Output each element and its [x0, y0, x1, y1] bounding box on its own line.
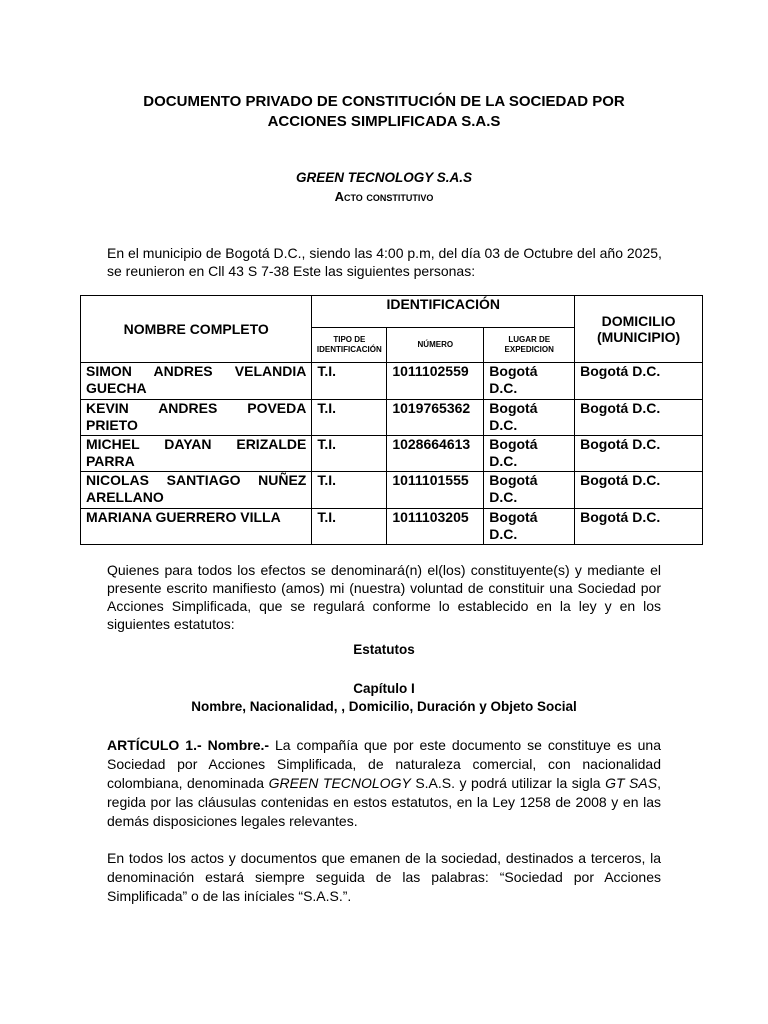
header-identification: IDENTIFICACIÓN	[312, 296, 575, 328]
member-place: Bogotá D.C.	[484, 509, 575, 545]
article-1-label: ARTÍCULO 1.- Nombre.-	[107, 737, 270, 753]
member-place: Bogotá D.C.	[484, 400, 575, 436]
article-1-text-c: , regida por las cláusulas contenidas en estos estatutos, en la Ley 1258 de 2008 y en las demás disposiciones legales relevantes.	[107, 775, 661, 829]
article-1-text-a: La compañía que por este documento se constituye es una Sociedad por Acciones Simplificada, de naturaleza comercial, con nacionalidad colombiana, denominada	[107, 737, 662, 791]
member-place: Bogotá D.C.	[484, 472, 575, 509]
article-1-acronym: GT SAS	[605, 775, 658, 791]
members-table	[80, 295, 703, 545]
table-row	[81, 400, 703, 436]
member-id-type: T.I.	[312, 472, 387, 509]
header-domicile-line-1: DOMICILIO	[601, 313, 676, 329]
member-number: 1011102559	[387, 363, 484, 400]
member-id-type: T.I.	[312, 436, 387, 472]
table-row	[81, 509, 703, 545]
intro-line-1: En el municipio de Bogotá D.C., siendo las 4:00 p.m, del día 03 de Octubre del año 2025,	[107, 245, 662, 261]
denomination-paragraph: En todos los actos y documentos que emanen de la sociedad, destinados a terceros, la denominación estará siempre seguida de las palabras: “Sociedad por Acciones Simplificada” o de las iníciales “S.A.S.”.	[107, 850, 661, 904]
document-title	[90, 92, 678, 132]
article-1-paragraph	[107, 736, 661, 831]
intro-paragraph	[107, 244, 663, 280]
table-row	[81, 363, 703, 400]
header-name: NOMBRE COMPLETO	[81, 296, 312, 363]
act-label: Acto constitutivo	[334, 189, 434, 204]
member-domicile: Bogotá D.C.	[575, 509, 703, 545]
member-name: MICHEL DAYAN ERIZALDE PARRA	[81, 436, 312, 472]
member-domicile: Bogotá D.C.	[575, 436, 703, 472]
constituents-paragraph: Quienes para todos los efectos se denominará(n) el(los) constituyente(s) y mediante el presente escrito manifiesto (amos) mi (nuestra) voluntad de constituir una Sociedad por Acciones Simplificada, que se regulará conforme lo establecido en la ley y en los siguientes estatutos:	[107, 562, 661, 632]
member-place: Bogotá D.C.	[484, 436, 575, 472]
header-domicile-line-2: (MUNICIPIO)	[596, 329, 681, 345]
table-row	[81, 472, 703, 509]
header-number: NÚMERO	[387, 328, 484, 363]
member-place: Bogotá D.C.	[484, 363, 575, 400]
company-name: GREEN TECNOLOGY S.A.S	[295, 170, 473, 185]
chapter-title: Nombre, Nacionalidad, , Domicilio, Duración y Objeto Social	[191, 699, 577, 714]
member-domicile: Bogotá D.C.	[575, 472, 703, 509]
table-header-row	[81, 296, 703, 328]
header-id-type: TIPO DE IDENTIFICACIÓN	[312, 328, 387, 363]
title-line-1: DOCUMENTO PRIVADO DE CONSTITUCIÓN DE LA SOCIEDAD POR	[143, 93, 625, 110]
member-name: NICOLAS SANTIAGO NUÑEZ ARELLANO	[81, 472, 312, 509]
member-id-type: T.I.	[312, 509, 387, 545]
member-number: 1028664613	[387, 436, 484, 472]
member-name: SIMON ANDRES VELANDIA GUECHA	[81, 363, 312, 400]
article-1-text-b: S.A.S. y podrá utilizar la sigla	[410, 775, 606, 791]
header-domicile	[575, 296, 703, 363]
chapter-heading: Capítulo I	[353, 681, 415, 696]
header-place: LUGAR DE EXPEDICION	[484, 328, 575, 363]
title-line-2: ACCIONES SIMPLIFICADA S.A.S	[267, 113, 501, 130]
member-name: KEVIN ANDRES POVEDA PRIETO	[81, 400, 312, 436]
article-1-company: GREEN TECNOLOGY	[268, 775, 411, 791]
member-id-type: T.I.	[312, 363, 387, 400]
member-number: 1011101555	[387, 472, 484, 509]
member-domicile: Bogotá D.C.	[575, 400, 703, 436]
statutes-heading: Estatutos	[353, 642, 415, 657]
member-domicile: Bogotá D.C.	[575, 363, 703, 400]
member-number: 1011103205	[387, 509, 484, 545]
member-id-type: T.I.	[312, 400, 387, 436]
member-name: MARIANA GUERRERO VILLA	[81, 509, 312, 545]
member-number: 1019765362	[387, 400, 484, 436]
table-row	[81, 436, 703, 472]
intro-line-2: se reunieron en Cll 43 S 7-38 Este las siguientes personas:	[107, 263, 476, 279]
